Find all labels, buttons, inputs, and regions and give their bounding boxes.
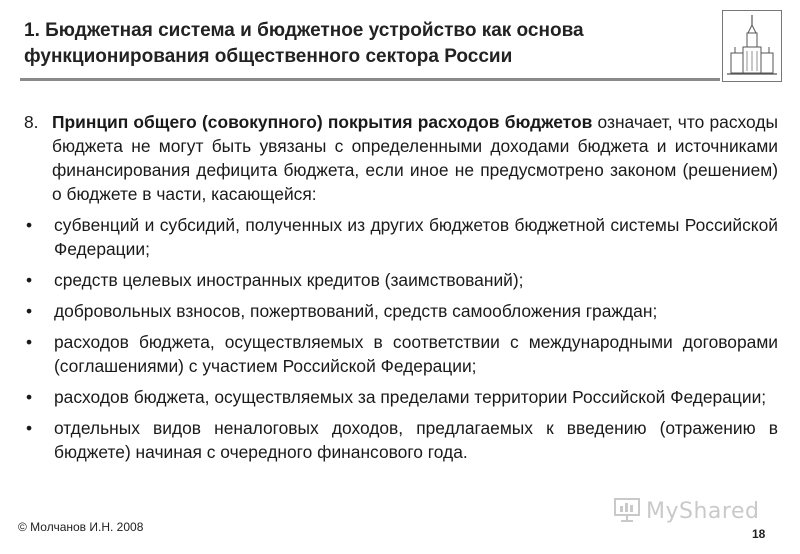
principle-number: 8. <box>24 112 39 132</box>
watermark <box>612 494 759 529</box>
watermark-text: MyShared <box>646 499 760 524</box>
list-item <box>24 268 778 292</box>
principle-body: означает, что расходы бюджета не могут быть увязаны с определенными доходами бюджета и источниками финансирования дефицита бюджета, если иное не предусмотрено законом (решением) о бюджете в части, касающейся: <box>52 112 778 204</box>
presentation-board-icon <box>612 494 642 529</box>
principle-heading: Принцип общего (совокупного) покрытия расходов бюджетов <box>52 112 593 132</box>
bullet-icon: • <box>26 387 33 407</box>
title-divider <box>20 78 720 81</box>
bullet-icon: • <box>26 301 33 321</box>
list-item-text: отдельных видов неналоговых доходов, предлагаемых к введению (отражению в бюджете) начиная с очередного финансового года. <box>54 418 778 462</box>
list-item <box>24 416 778 464</box>
principle-paragraph <box>24 110 778 206</box>
list-item-text: субвенций и субсидий, полученных из других бюджетов бюджетной системы Российской Федерации; <box>54 215 778 259</box>
list-item <box>24 330 778 378</box>
slide-content <box>24 110 778 464</box>
university-building-icon <box>722 10 782 82</box>
list-item <box>24 213 778 261</box>
slide-title-line-1: 1. Бюджетная система и бюджетное устройство как основа <box>24 20 584 41</box>
bullet-icon: • <box>26 215 33 235</box>
list-item-text: средств целевых иностранных кредитов (заимствований); <box>54 270 524 290</box>
list-item <box>24 385 778 409</box>
slide-title-line-2: функционирования общественного сектора России <box>24 46 513 67</box>
list-item-text: расходов бюджета, осуществляемых за пределами территории Российской Федерации; <box>54 387 767 407</box>
bullet-icon: • <box>26 418 33 438</box>
copyright-footer: © Молчанов И.Н. 2008 <box>18 520 144 534</box>
list-item-text: расходов бюджета, осуществляемых в соответствии с международными договорами (соглашениями) с участием Российской Федерации; <box>54 332 778 376</box>
principle-text <box>52 110 778 206</box>
list-item-text: добровольных взносов, пожертвований, средств самообложения граждан; <box>54 301 658 321</box>
list-item <box>24 299 778 323</box>
slide-title <box>24 18 704 70</box>
bullet-icon: • <box>26 270 33 290</box>
page-number: 18 <box>752 527 766 541</box>
bullet-icon: • <box>26 332 33 352</box>
